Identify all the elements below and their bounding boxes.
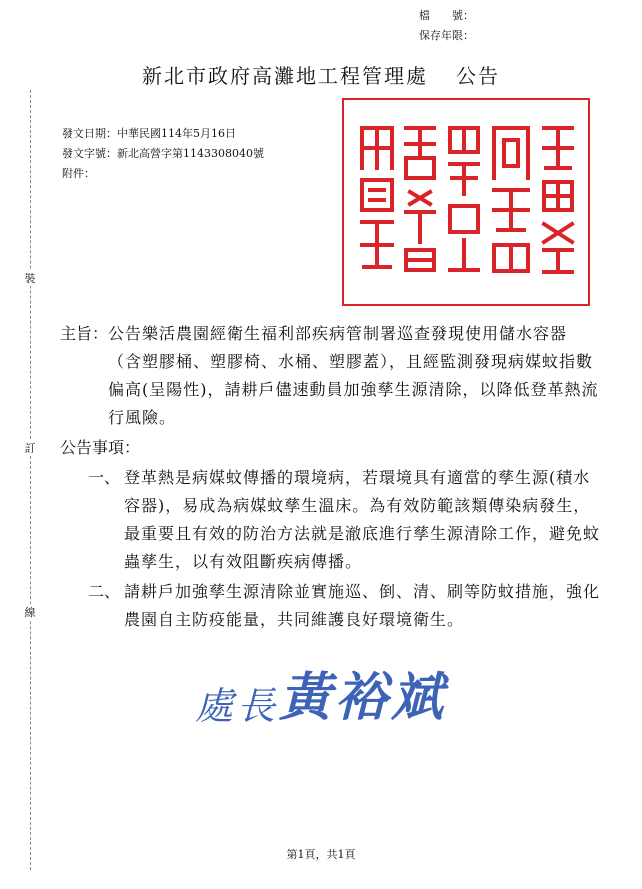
file-info (419, 6, 474, 46)
items-label: 公告事項： (60, 438, 141, 457)
director-signature (0, 655, 642, 745)
date-label: 發文日期： (62, 127, 117, 140)
reference-value: 新北高營字第1143308040號 (117, 147, 264, 160)
binding-line (30, 90, 31, 870)
signature-name: 黃裕斌 (279, 667, 448, 728)
item-number: 二、 (87, 582, 120, 601)
list-item (60, 578, 600, 634)
attachment-label: 附件： (62, 167, 95, 180)
signature-title: 處長 (194, 684, 279, 728)
attachment-row (62, 164, 264, 184)
binding-mark-bind: 裝 (20, 270, 40, 286)
subject-section (60, 320, 600, 432)
retention-label: 保存年限： (419, 29, 474, 42)
binding-mark-line: 線 (20, 604, 40, 620)
list-item (60, 464, 600, 576)
item-number: 一、 (87, 468, 120, 487)
page-number: 第1頁，共1頁 (286, 848, 356, 861)
official-seal (342, 98, 590, 306)
subject-label: 主旨： (60, 324, 109, 343)
doc-type: 公告 (456, 64, 500, 88)
file-number-label: 檔 號： (419, 9, 474, 22)
seal-graphic (344, 100, 588, 304)
agency-name: 新北市政府高灘地工程管理處 (142, 64, 428, 88)
page-title (0, 60, 642, 89)
reference-label: 發文字號： (62, 147, 117, 160)
item-text: 登革熱是病媒蚊傳播的環境病，若環境具有適當的孳生源(積水容器)，易成為病媒蚊孳生溫床。為有效防範該類傳染病發生，最重要且有效的防治方法就是澈底進行孳生源清除工作，避免蚊蟲孳生，以有效阻斷疾病傳播。 (124, 468, 601, 571)
item-text: 請耕戶加強孳生源清除並實施巡、倒、清、刷等防蚊措施，強化農園自主防疫能量，共同維護良好環境衛生。 (124, 582, 601, 629)
binding-mark-staple: 訂 (20, 440, 40, 456)
reference-row (62, 144, 264, 164)
document-meta (62, 124, 264, 184)
subject-text: 公告樂活農園經衛生福利部疾病管制署巡查發現使用儲水容器（含塑膠桶、塑膠椅、水桶、塑膠蓋），且經監測發現病媒蚊指數偏高(呈陽性)，請耕戶儘速動員加強孳生源清除，以降低登革熱流行風險。 (108, 324, 599, 427)
announcement-body (60, 320, 600, 634)
date-row (62, 124, 264, 144)
date-value: 中華民國114年5月16日 (117, 127, 236, 140)
